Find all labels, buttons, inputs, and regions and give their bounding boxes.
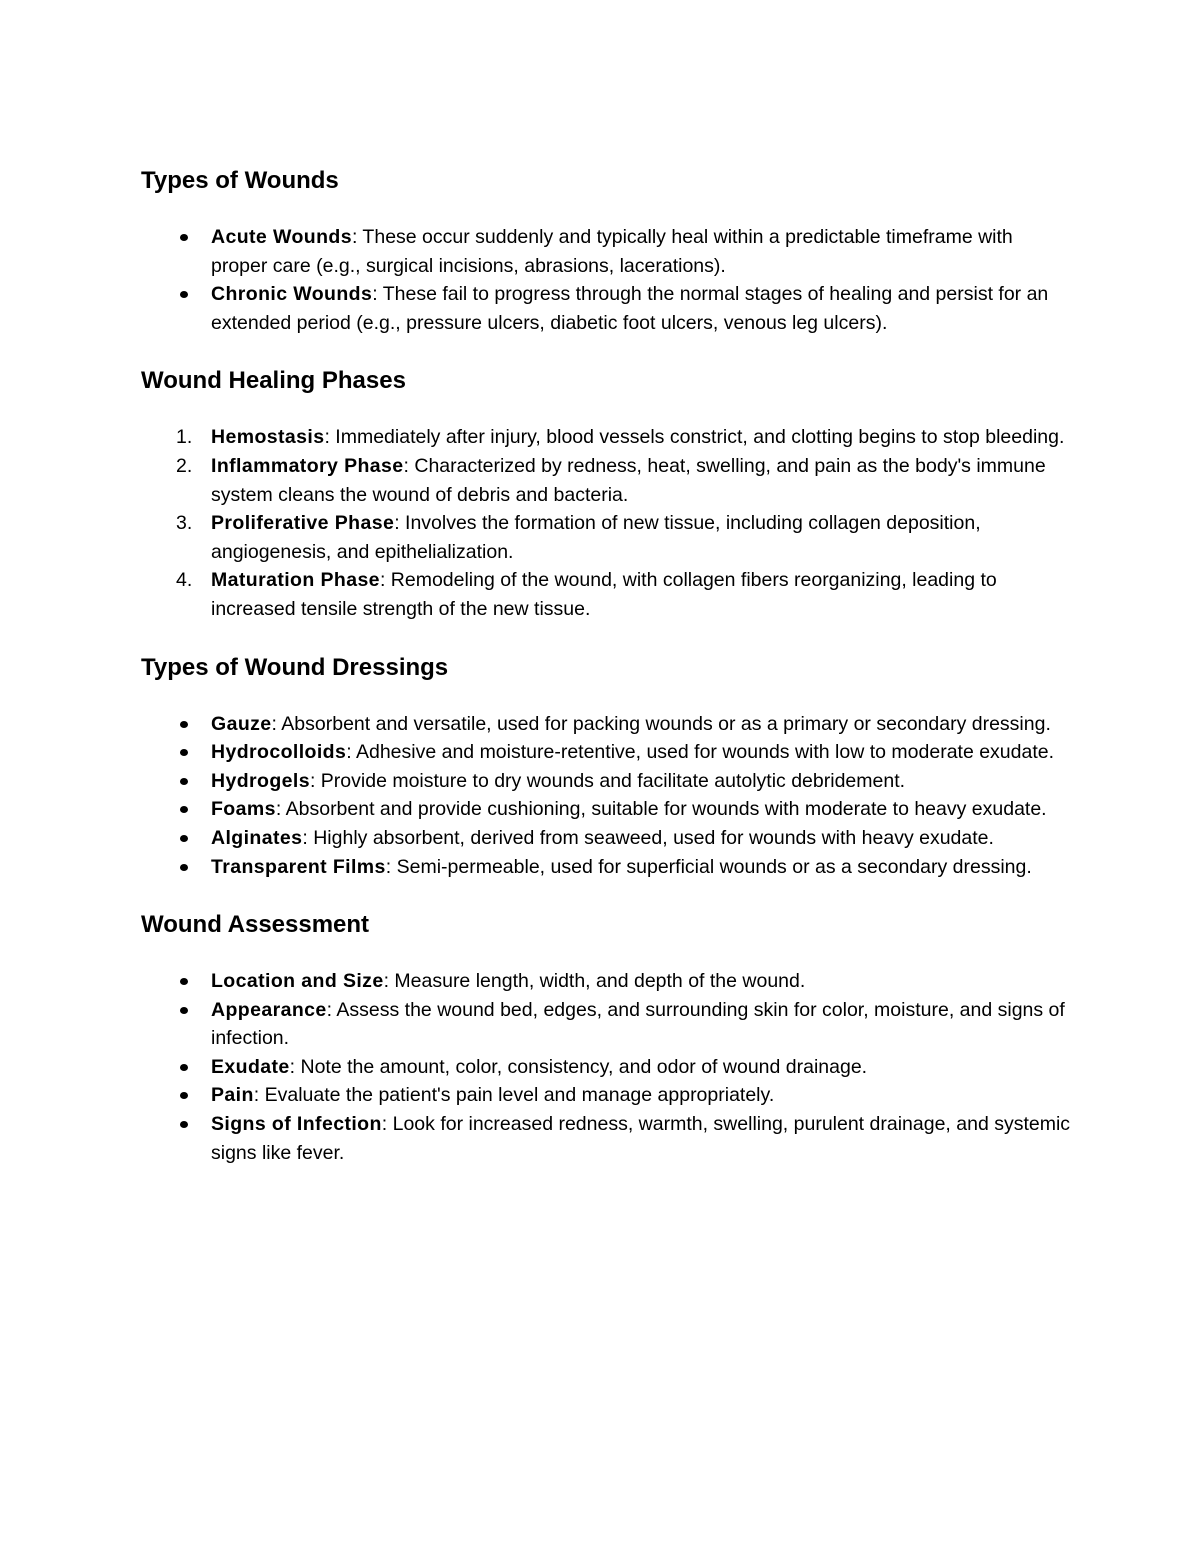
item-text: : Semi-permeable, used for superficial wounds or as a secondary dressing. [385, 855, 1032, 878]
item-text: : Measure length, width, and depth of the wound. [383, 970, 806, 993]
item-text: : Absorbent and versatile, used for packing wounds or as a primary or secondary dressing. [271, 712, 1051, 735]
item-text: : Provide moisture to dry wounds and facilitate autolytic debridement. [309, 769, 906, 792]
item-term: Alginates [211, 826, 303, 849]
item-text: : Adhesive and moisture-retentive, used for wounds with low to moderate exudate. [346, 741, 1055, 764]
list-item [141, 1053, 1071, 1082]
list-item [141, 1110, 1071, 1167]
list-item [141, 795, 1071, 824]
section-title-wound-assessment: Wound Assessment [141, 911, 370, 939]
list-item [141, 280, 1071, 337]
item-text: : Assess the wound bed, edges, and surrounding skin for color, moisture, and signs of infection. [211, 998, 1065, 1050]
list-item [141, 223, 1071, 280]
bullet-icon [180, 1007, 188, 1014]
item-term: Transparent Films [211, 855, 386, 878]
item-text: : These fail to progress through the normal stages of healing and persist for an extended period (e.g., pressure ulcers, diabetic foot ulcers, venous leg ulcers). [211, 283, 1049, 334]
document-content [141, 166, 1071, 1167]
item-term: Acute Wounds [211, 226, 352, 248]
bullet-icon [180, 806, 188, 813]
bullet-icon [180, 778, 188, 785]
list-item [141, 853, 1071, 882]
list-item [141, 509, 1071, 566]
list-wound-healing-phases [141, 423, 1071, 623]
item-number: 2. [176, 454, 193, 477]
bullet-icon [180, 835, 188, 842]
section-title-types-of-wound-dressings: Types of Wound Dressings [141, 653, 449, 681]
item-term: Hydrogels [211, 769, 310, 792]
item-term: Foams [211, 798, 276, 821]
bullet-icon [180, 1121, 188, 1128]
bullet-icon [180, 1092, 188, 1099]
list-item [141, 767, 1071, 796]
list-item [141, 967, 1071, 996]
item-term: Hydrocolloids [211, 741, 347, 764]
item-term: Exudate [211, 1055, 290, 1078]
item-text: : Note the amount, color, consistency, and odor of wound drainage. [289, 1055, 868, 1078]
bullet-icon [180, 291, 188, 298]
list-wound-assessment [141, 967, 1071, 1167]
bullet-icon [180, 234, 188, 241]
item-term: Chronic Wounds [211, 283, 373, 306]
item-text: : Immediately after injury, blood vessels constrict, and clotting begins to stop bleeding. [324, 426, 1065, 449]
item-term: Pain [211, 1084, 254, 1107]
list-item [141, 452, 1071, 509]
bullet-icon [180, 1064, 188, 1071]
list-types-of-wound-dressings [141, 710, 1071, 882]
item-term: Signs of Infection [211, 1113, 382, 1136]
list-item [141, 1081, 1071, 1110]
bullet-icon [180, 749, 188, 756]
item-term: Gauze [211, 712, 272, 735]
section-title-wound-healing-phases: Wound Healing Phases [141, 367, 406, 395]
item-term: Hemostasis [211, 426, 325, 449]
item-term: Proliferative Phase [211, 512, 395, 535]
list-types-of-wounds [141, 223, 1071, 337]
section-title-types-of-wounds: Types of Wounds [141, 167, 339, 194]
list-item [141, 710, 1071, 739]
item-term: Inflammatory Phase [211, 454, 404, 477]
item-text: : Absorbent and provide cushioning, suitable for wounds with moderate to heavy exudate. [275, 798, 1047, 821]
item-text: : Characterized by redness, heat, swelling, and pain as the body's immune system cleans the wound of debris and bacteria. [211, 454, 1046, 506]
item-text: : These occur suddenly and typically heal within a predictable timeframe with proper care (e.g., surgical incisions, abrasions, lacerations). [211, 226, 1013, 277]
item-number: 3. [176, 512, 193, 535]
item-number: 4. [176, 569, 193, 592]
bullet-icon [180, 864, 188, 871]
item-text: : Highly absorbent, derived from seaweed, used for wounds with heavy exudate. [302, 826, 994, 849]
list-item [141, 566, 1071, 623]
item-text: : Involves the formation of new tissue, including collagen deposition, angiogenesis, and epithelialization. [211, 512, 981, 563]
item-text: : Look for increased redness, warmth, swelling, purulent drainage, and systemic signs like fever. [211, 1113, 1071, 1164]
item-number: 1. [176, 426, 193, 449]
list-item [141, 423, 1071, 452]
list-item [141, 996, 1071, 1053]
bullet-icon [180, 721, 188, 728]
bullet-icon [180, 978, 188, 985]
item-term: Maturation Phase [211, 569, 380, 592]
item-text: : Remodeling of the wound, with collagen fibers reorganizing, leading to increased tensile strength of the new tissue. [211, 569, 997, 620]
list-item [141, 824, 1071, 853]
item-term: Appearance [211, 998, 327, 1021]
item-text: : Evaluate the patient's pain level and manage appropriately. [253, 1084, 775, 1107]
list-item [141, 738, 1071, 767]
item-term: Location and Size [211, 970, 384, 993]
